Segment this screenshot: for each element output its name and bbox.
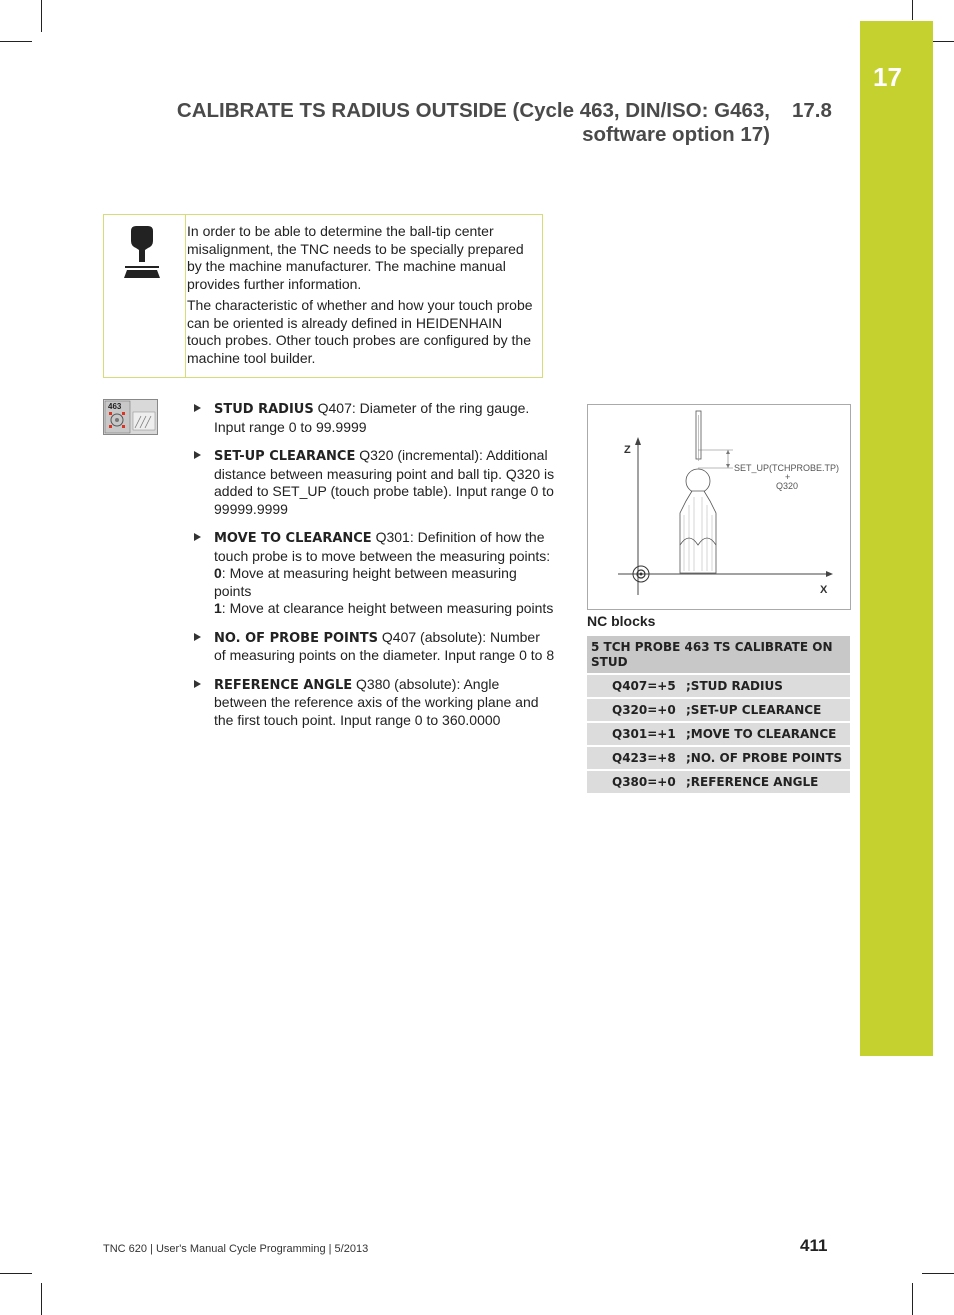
footer-text: TNC 620 | User's Manual Cycle Programming | 5/2013 (103, 1243, 369, 1255)
arrow-bullet-icon (194, 633, 201, 641)
q-parameter: Q423=+8 (587, 746, 686, 770)
page-title-line1: CALIBRATE TS RADIUS OUTSIDE (Cycle 463, DIN/ISO: G463, (176, 99, 770, 122)
page-title-line2: software option 17) (582, 123, 770, 146)
param-move-to-clearance (193, 529, 555, 618)
param-description: Q301: Definition of how the touch probe is to move between the measuring points: (214, 529, 551, 564)
param-name: STUD RADIUS (214, 402, 314, 417)
param-stud-radius (193, 400, 555, 436)
crop-mark (0, 1273, 32, 1274)
table-row (587, 770, 850, 793)
note-text (187, 223, 535, 371)
table-row (587, 674, 850, 698)
q-comment: ;MOVE TO CLEARANCE (686, 722, 850, 746)
cycle-463-softkey[interactable] (103, 399, 158, 435)
nc-block-title-line1: 5 TCH PROBE 463 TS CALIBRATE ON (591, 639, 833, 654)
table-row (587, 746, 850, 770)
nc-block-header (587, 636, 850, 674)
table-row (587, 722, 850, 746)
axis-x-label: X (820, 584, 828, 596)
nc-block-title-line2: STUD (591, 654, 628, 669)
note-paragraph: In order to be able to determine the ball-tip center misalignment, the TNC needs to be specially prepared by the machine manufacturer. The machine manual provides further information. (187, 223, 524, 292)
crop-mark (41, 0, 42, 32)
q-parameter: Q407=+5 (587, 674, 686, 698)
plus-label: + (785, 472, 791, 482)
note-paragraph: The characteristic of whether and how your touch probe can be oriented is already defined in HEIDENHAIN touch probes. Other touch probes are configured by the machine tool builder. (187, 297, 533, 366)
page-number: 411 (800, 1236, 828, 1255)
parameter-list (193, 400, 555, 740)
q-comment: ;STUD RADIUS (686, 674, 850, 698)
note-divider (185, 214, 186, 378)
param-description: Q407 (absolute): Number of measuring points on the diameter. Input range 0 to 8 (214, 628, 555, 663)
arrow-bullet-icon (194, 533, 201, 541)
q-parameter: Q301=+1 (587, 722, 686, 746)
table-row (587, 698, 850, 722)
arrow-bullet-icon (194, 680, 201, 688)
nc-blocks-heading: NC blocks (587, 613, 656, 629)
probe-calibration-figure (587, 404, 851, 610)
crop-mark (912, 0, 913, 20)
param-reference-angle (193, 676, 555, 730)
param-name: REFERENCE ANGLE (214, 677, 353, 693)
nc-block-title (587, 636, 850, 674)
param-name: MOVE TO CLEARANCE (214, 531, 372, 546)
q-parameter: Q320=+0 (587, 698, 686, 722)
q-comment: ;NO. OF PROBE POINTS (686, 746, 850, 770)
setup-label: SET_UP(TCHPROBE.TP) (734, 463, 840, 473)
arrow-bullet-icon (194, 404, 201, 412)
crop-mark (41, 1283, 42, 1315)
q320-label: Q320 (776, 481, 799, 491)
page-title (120, 99, 770, 147)
crop-mark (912, 1283, 913, 1315)
option-text: : Move at clearance height between measuring points (221, 600, 554, 616)
q-parameter: Q380=+0 (587, 770, 686, 793)
crop-mark (922, 1273, 954, 1274)
nc-blocks-table (587, 636, 850, 793)
param-name: NO. OF PROBE POINTS (214, 630, 378, 646)
param-name: SET-UP CLEARANCE (214, 449, 356, 464)
param-description: Q380 (absolute): Angle between the reference axis of the working plane and the first touch point. Input range 0 to 360.0000 (214, 675, 539, 728)
option-text: : Move at measuring height between measuring points (214, 565, 517, 599)
param-no-of-probe-points (193, 629, 555, 665)
crop-mark (0, 41, 32, 42)
param-description: Q320 (incremental): Additional distance between measuring point and ball tip. Q320 is added to SET_UP (touch probe table). Input range 0 to 99999.9999 (214, 447, 555, 517)
axis-z-label: Z (624, 444, 631, 456)
section-number: 17.8 (792, 99, 832, 122)
softkey-label: 463 (108, 402, 122, 411)
machine-manufacturer-icon (122, 224, 162, 280)
param-description: Q407: Diameter of the ring gauge. Input range 0 to 99.9999 (214, 400, 530, 435)
option-key: 1 (214, 600, 222, 616)
q-comment: ;SET-UP CLEARANCE (686, 698, 850, 722)
chapter-number: 17 (873, 62, 902, 92)
param-setup-clearance (193, 447, 555, 518)
chapter-tab (860, 21, 933, 1056)
option-key: 0 (214, 565, 222, 581)
arrow-bullet-icon (194, 451, 201, 459)
q-comment: ;REFERENCE ANGLE (686, 770, 850, 793)
